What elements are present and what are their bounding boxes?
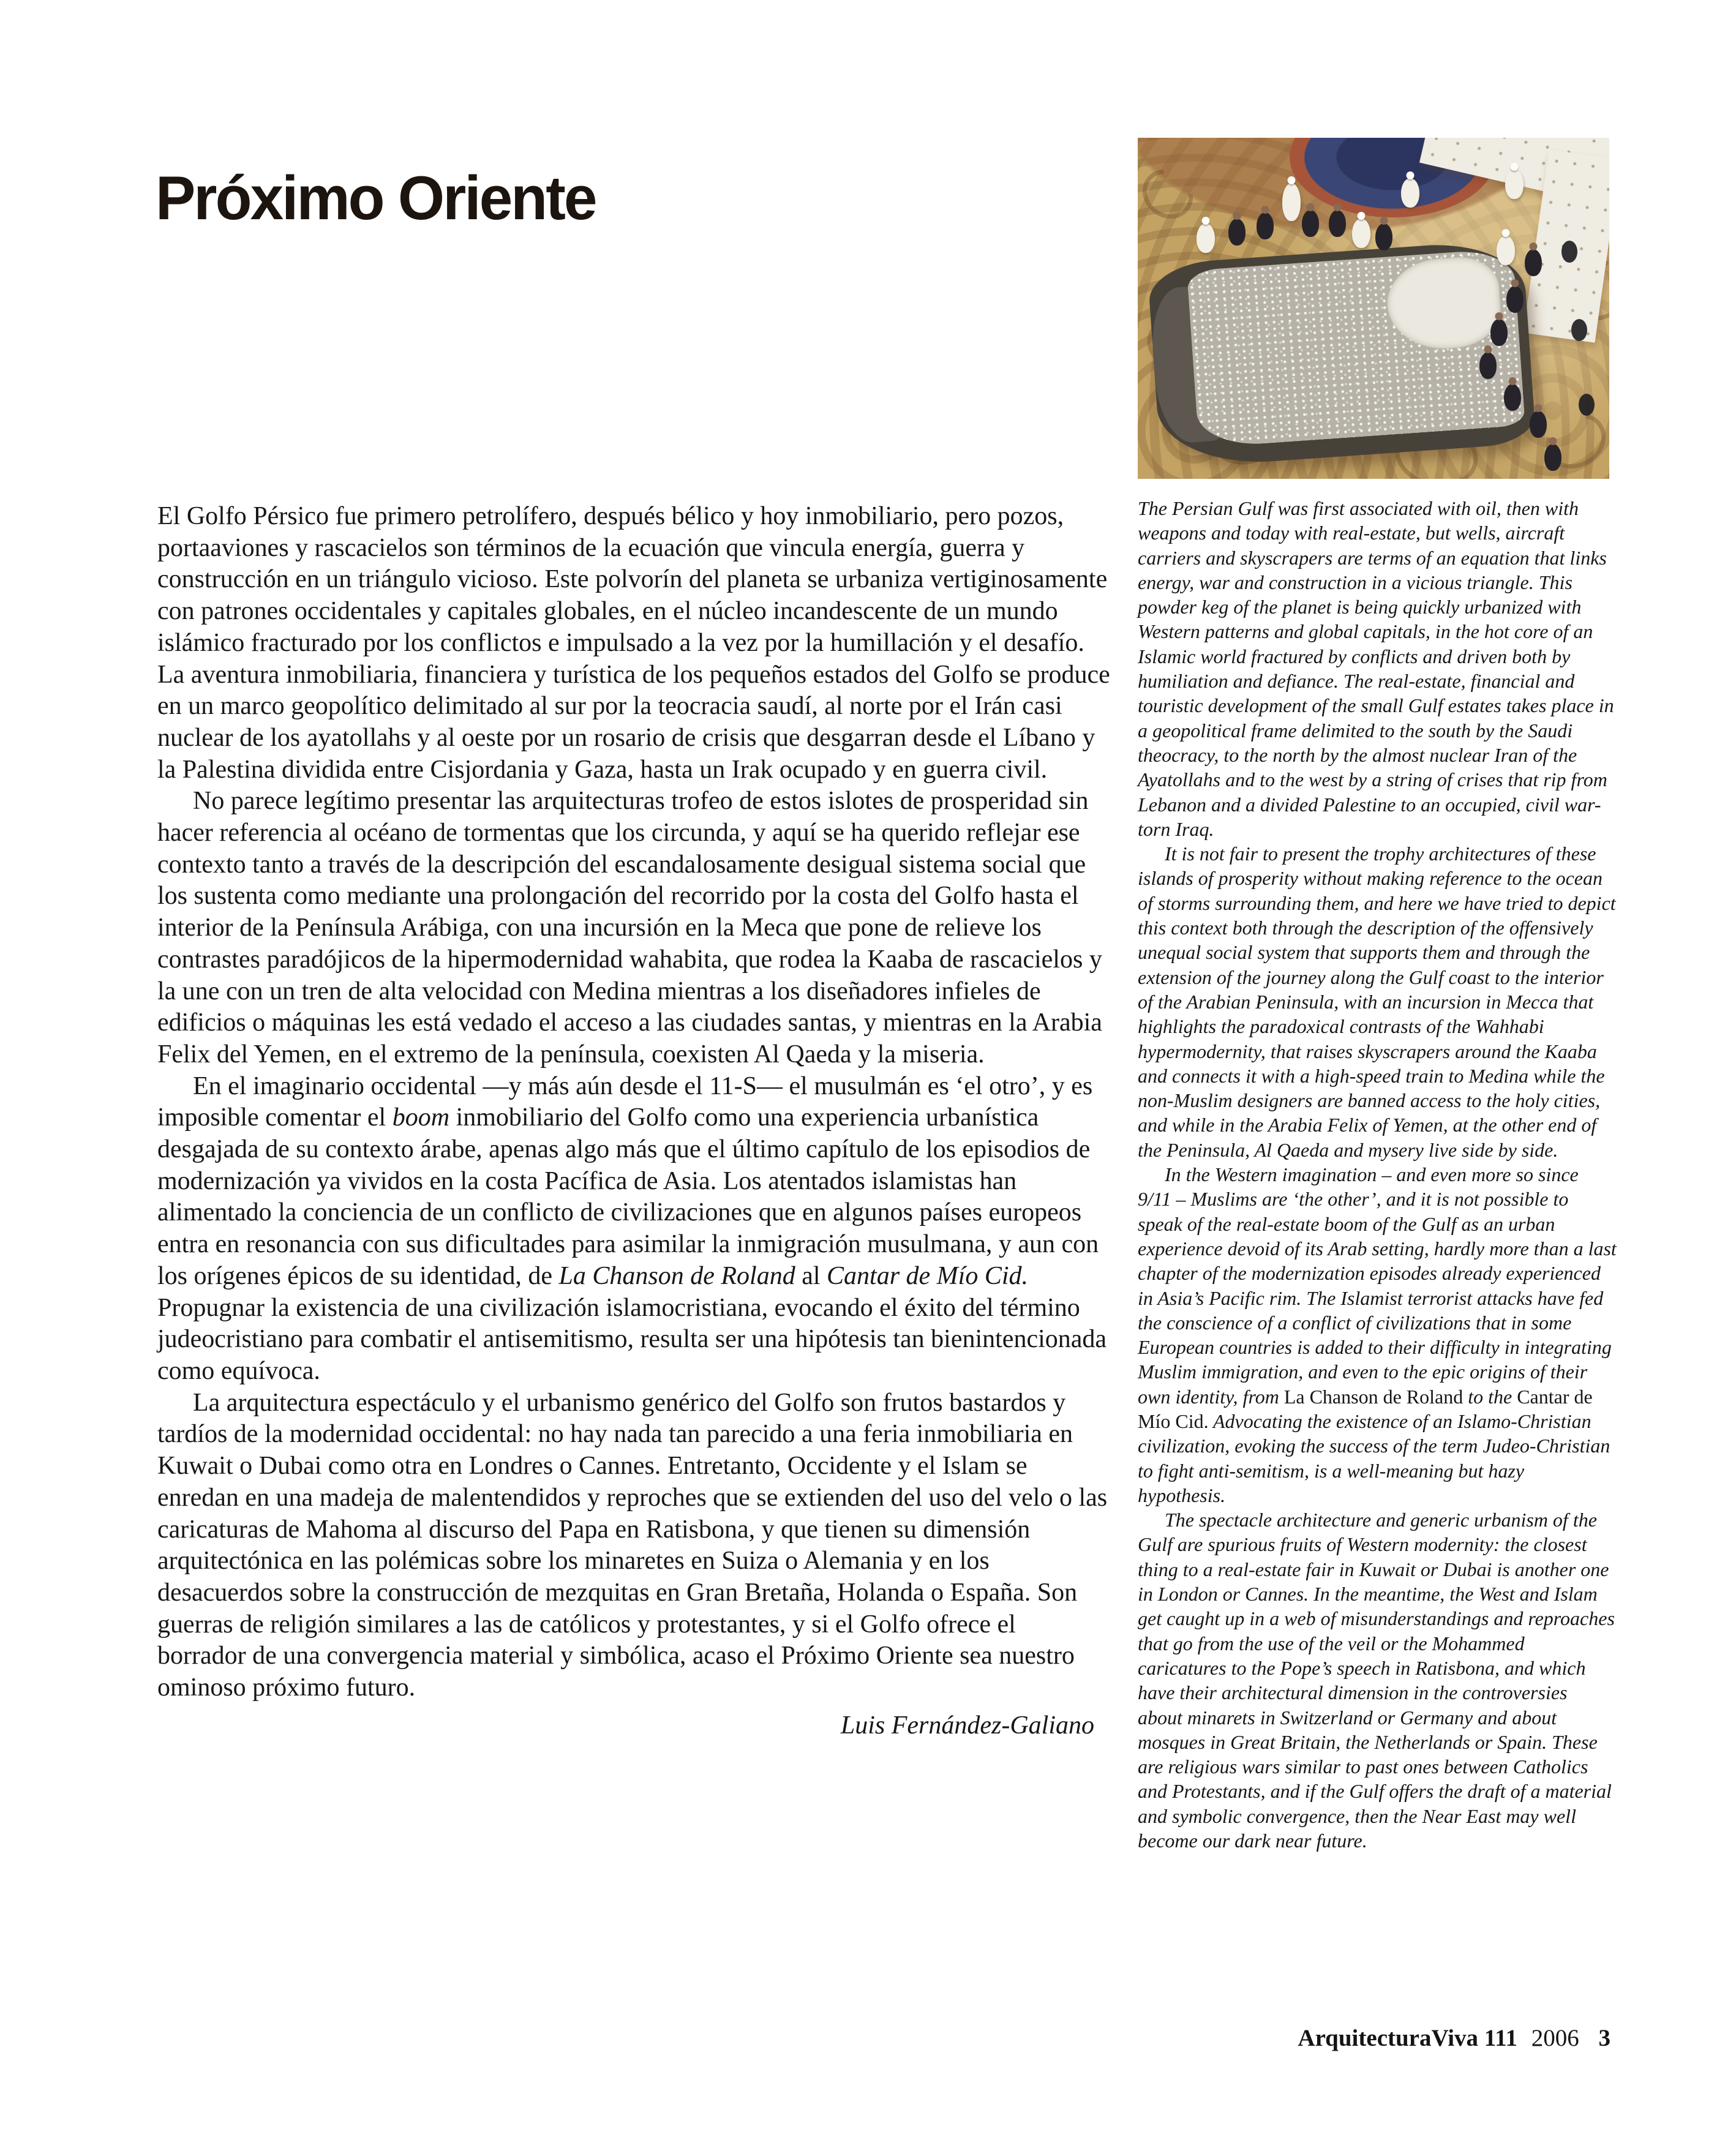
text-segment: The Persian Gulf was first associated with oil, then with weapons and today with real-estate, but wells, aircraft carriers and skyscrapers are terms of an equation that links energy, war and construction in a vicious triangle. This powder keg of the planet is being quickly urbanized with Western patterns and global capitals, in the hot core of an Islamic world fractured by conflicts and driven both by humiliation and defiance. The real-estate, financial and touristic development of the small Gulf estates takes place in a geopolitical frame delimited to the south by the Saudi theocracy, to the north by the almost nuclear Iran of the Ayatollahs and to the west by a string of crises that rip from Lebanon and a divided Palestine to an occupied, civil war-torn Iraq. — [1138, 497, 1614, 840]
text-segment: It is not fair to present the trophy architectures of these islands of prosperity without making reference to the ocean of storms surrounding them, and here we have tried to depict this context both through the description of the offensively unequal social system that supports them and through the extension of the journey along the Gulf coast to the interior of the Arabian Peninsula, with an incursion in Mecca that highlights the paradoxical contrasts of the Wahhabi hypermodernity, that raises skyscrapers around the Kaaba and connects it with a high-speed train to Medina while the non-Muslim designers are banned access to the holy cities, and while in the Arabia Felix of Yemen, at the other end of the Peninsula, Al Qaeda and mysery live side by side. — [1138, 843, 1616, 1161]
footer-page-number: 3 — [1598, 2025, 1610, 2051]
spanish-text — [157, 501, 1110, 1704]
person-figure — [1197, 223, 1215, 253]
person-figure — [1329, 210, 1346, 237]
person-figure — [1479, 352, 1497, 379]
person-figure — [1302, 210, 1319, 237]
city-model — [1147, 239, 1536, 469]
paragraph — [157, 786, 1110, 1070]
person-figure — [1490, 319, 1508, 346]
person-figure — [1504, 384, 1521, 411]
text-segment: The spectacle architecture and generic urbanism of the Gulf are spurious fruits of Western modernity: the closest thing to a real-estate fair in Kuwait or Dubai is another one in London or Cannes. In the meantime, the West and Islam get caught up in a web of misunderstandings and reproaches that go from the use of the veil or the Mohammed caricatures to the Pope’s speech in Ratisbona, and which have their architectural dimension in the controversies about minarets in Switzerland or Germany and about mosques in Great Britain, the Netherlands or Spain. These are religious wars similar to past ones between Catholics and Protestants, and if the Gulf offers the draft of a material and symbolic convergence, then the Near East may well become our dark near future. — [1138, 1509, 1615, 1852]
text-segment: Advocating the existence of an Islamo-Christian civilization, evoking the success of the term Judeo-Christian to fight anti-semitism, is a well-meaning but hazy hypothesis. — [1138, 1410, 1610, 1506]
page-footer — [1298, 2024, 1610, 2052]
editorial-photo — [1138, 138, 1609, 479]
text-segment: Propugnar la existencia de una civilización islamocristiana, evocando el éxito del término judeocristiano para combatir el antisemitismo, resulta ser una hipótesis tan bienintencionada como equívoca. — [157, 1293, 1107, 1385]
paragraph — [1138, 1508, 1617, 1853]
text-segment: al — [795, 1261, 827, 1290]
text-segment: La arquitectura espectáculo y el urbanismo genérico del Golfo son frutos bastardos y tardíos de la modernidad occidental: no hay nada tan parecido a una feria inmobiliaria en Kuwait o Dubai como otra en Londres o Cannes. Entretanto, Occidente y el Islam se enredan en una madeja de malentendidos y reproches que se extienden del uso del velo o las caricaturas de Mahoma al discurso del Papa en Ratisbona, y que tienen su dimensión arquitectónica en las polémicas sobre los minaretes en Suiza o Alemania y en los desacuerdos sobre la construcción de mezquitas en Gran Bretaña, Holanda o España. Son guerras de religión similares a las de católicos y protestantes, y si el Golfo ofrece el borrador de una convergencia material y simbólica, acaso el Próximo Oriente sea nuestro ominoso próximo futuro. — [157, 1388, 1108, 1702]
paragraph — [157, 1071, 1110, 1388]
text-segment: inmobiliario del Golfo como una experiencia urbanística desgajada de su contexto árabe, apenas algo más que el último capítulo de los episodios de modernización ya vividos en la costa Pacífica de Asia. Los atentados islamistas han alimentado la conciencia de un conflicto de civilizaciones que en algunos países europeos entra en resonancia con sus dificultades para asimilar la inmigración musulmana, y aun con los orígenes épicos de su identidad, de — [157, 1103, 1099, 1290]
person-figure — [1282, 183, 1301, 221]
page-title: Próximo Oriente — [156, 163, 596, 233]
empty-chair — [1579, 394, 1595, 416]
text-segment: Cantar de Mío Cid. — [1138, 1385, 1593, 1432]
paragraph — [1138, 496, 1617, 841]
text-segment: El Golfo Pérsico fue primero petrolífero, después bélico y hoy inmobiliario, pero pozos, portaaviones y rascacielos son términos de la ecuación que vincula energía, guerra y construcción en un triángulo vicioso. Este polvorín del planeta se urbaniza vertiginosamente con patrones occidentales y capitales globales, en el núcleo incandescente de un mundo islámico fracturado por los conflictos e impulsado a la vez por la humillación y el desafío. La aventura inmobiliaria, financiera y turística de los pequeños estados del Golfo se produce en un marco geopolítico delimitado al sur por la teocracia saudí, al norte por el Irán casi nuclear de los ayatollahs y al oeste por un rosario de crisis que desgarran desde el Líbano y la Palestina dividida entre Cisjordania y Gaza, hasta un Irak ocupado y en guerra civil. — [157, 502, 1110, 784]
english-translation-column — [1138, 496, 1617, 1853]
text-segment: La Chanson de Roland — [1283, 1385, 1464, 1408]
person-figure — [1352, 219, 1370, 248]
carpet-swirl — [1138, 159, 1203, 228]
text-segment: boom — [392, 1103, 450, 1132]
english-text — [1138, 496, 1617, 1853]
empty-chair — [1561, 241, 1577, 263]
person-figure — [1506, 286, 1524, 313]
text-segment: La Chanson de Roland — [558, 1261, 795, 1290]
text-segment: En el imaginario occidental —y más aún desde el 11-S— el musulmán es ‘el otro’, y es imposible comentar el — [157, 1072, 1093, 1132]
person-figure — [1257, 212, 1274, 239]
paragraph — [1138, 1162, 1617, 1508]
person-figure — [1375, 223, 1392, 250]
empty-chair — [1571, 319, 1587, 341]
author-signature: Luis Fernández-Galiano — [840, 1711, 1094, 1740]
footer-magazine-issue: ArquitecturaViva 111 — [1298, 2025, 1517, 2051]
spanish-article-column — [157, 501, 1110, 1741]
person-figure — [1544, 444, 1561, 471]
person-figure — [1497, 236, 1515, 265]
text-segment: Cantar de Mío Cid. — [827, 1261, 1029, 1290]
person-figure — [1530, 411, 1547, 438]
footer-year: 2006 — [1531, 2025, 1579, 2051]
text-segment: No parece legítimo presentar las arquitecturas trofeo de estos islotes de prosperidad sin hacer referencia al océano de tormentas que los circunda, y aquí se ha querido reflejar ese contexto tanto a través de la descripción del escandalosamente desigual sistema social que los sustenta como mediante una prolongación del recorrido por la costa del Golfo hasta el interior de la Península Arábiga, con una incursión en la Meca que pone de relieve los contrastes paradójicos de la hipermodernidad wahabita, que rodea la Kaaba de rascacielos y la une con un tren de alta velocidad con Medina mientras a los diseñadores infieles de edificios o máquinas les está vedado el acceso a las ciudades santas, y mientras en la Arabia Felix del Yemen, en el extremo de la península, coexisten Al Qaeda y la miseria. — [157, 787, 1102, 1068]
person-figure — [1401, 178, 1419, 208]
text-segment: to the — [1463, 1385, 1517, 1408]
text-segment: In the Western imagination – and even more so since 9/11 – Muslims are ‘the other’, and it is not possible to speak of the real-estate boom of the Gulf as an urban experience devoid of its Arab setting, hardly more than a last chapter of the modernization episodes already experienced in Asia’s Pacific rim. The Islamist terrorist attacks have fed the conscience of a conflict of civilizations that in some European countries is added to their difficulty in integrating Muslim immigration, and even to the epic origins of their own identity, from — [1138, 1163, 1617, 1408]
paragraph — [1138, 841, 1617, 1162]
person-figure — [1228, 219, 1246, 246]
paragraph — [157, 501, 1110, 786]
person-figure — [1505, 170, 1524, 199]
person-figure — [1525, 249, 1542, 276]
paragraph — [157, 1388, 1110, 1704]
